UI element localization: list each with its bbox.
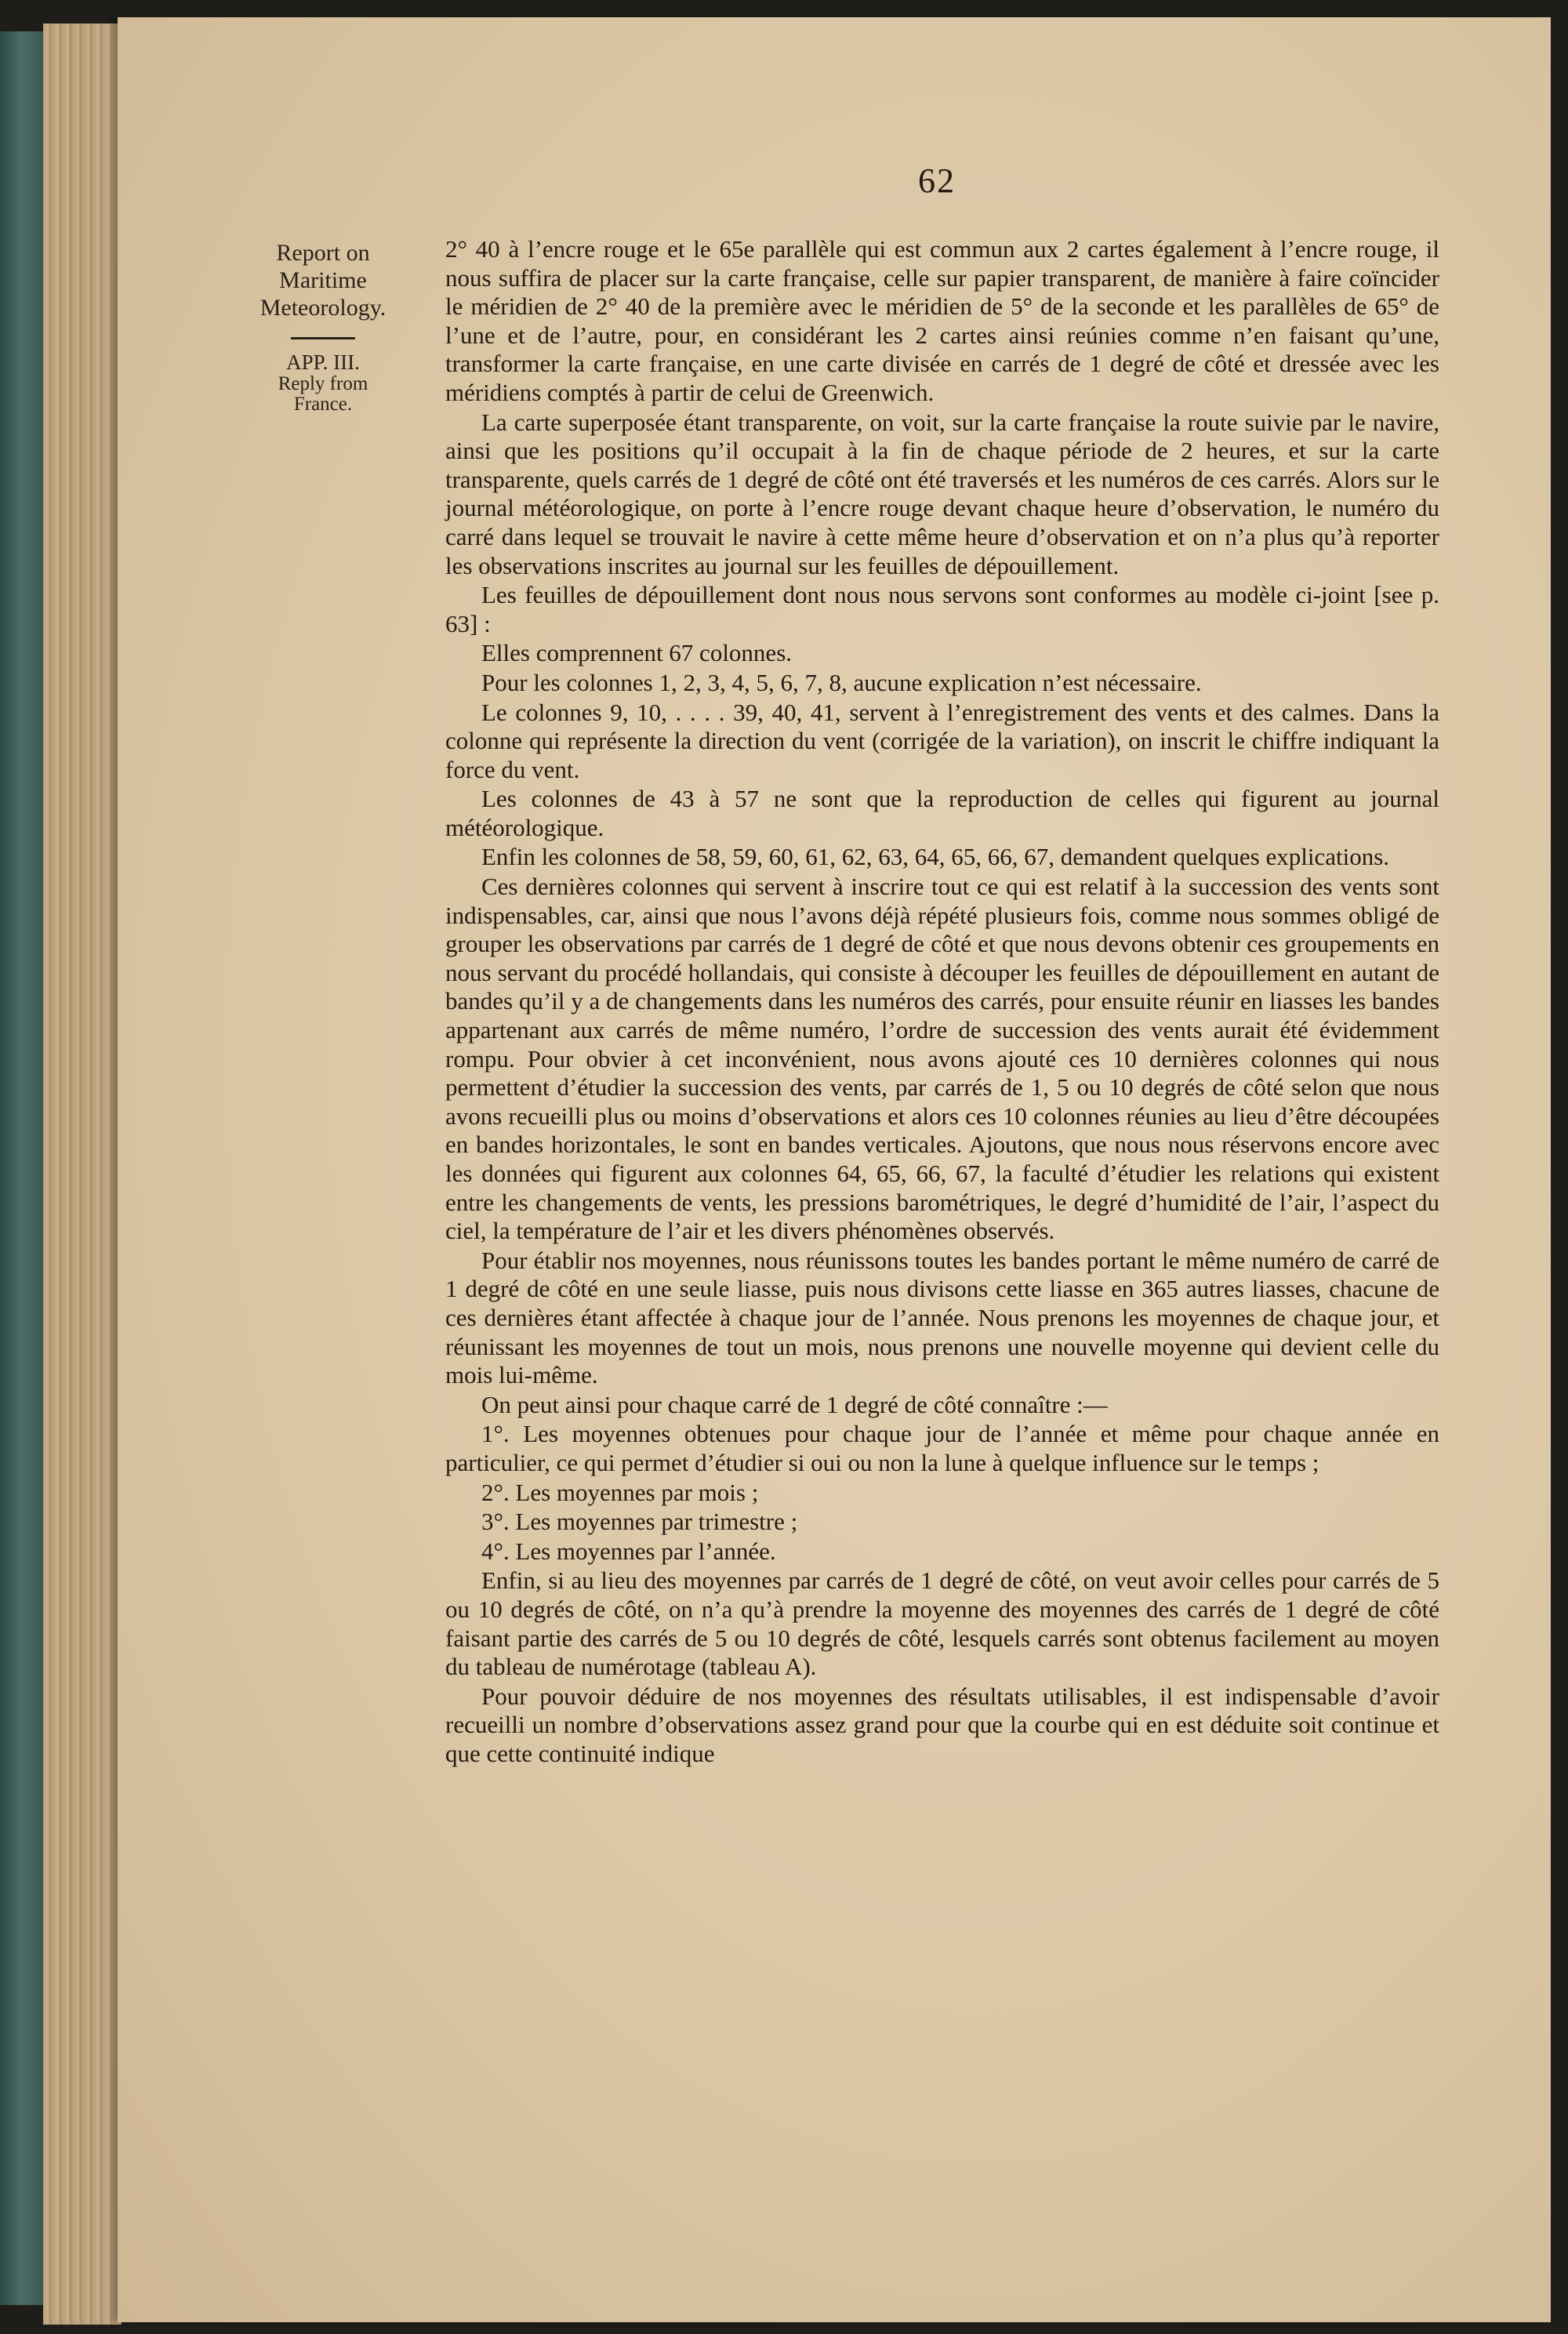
reply-line: France. bbox=[293, 394, 353, 415]
margin-label-line: Meteorology. bbox=[260, 295, 387, 321]
paragraph: Enfin les colonnes de 58, 59, 60, 61, 62, 63, 64, 65, 66, 67, demandent quelques explications. bbox=[481, 843, 1390, 871]
paragraph: Les colonnes de 43 à 57 ne sont que la reproduction de celles qui figurent au journal météorologique. bbox=[445, 785, 1439, 841]
appendix-label: APP. III. bbox=[286, 350, 360, 374]
paragraph: Les feuilles de dépouillement dont nous nous servons sont conformes au modèle ci-joint [see p. 63] : bbox=[445, 581, 1439, 637]
body-text bbox=[445, 235, 1439, 1768]
paragraph: Ces dernières colonnes qui servent à inscrire tout ce qui est relatif à la succession des vents sont indispensables, car, ainsi que nous l’avons déjà répété plusieurs fois, comme nous sommes obligé de grouper les observations par carrés de 1 degré de côté et que nous devons obtenir ces groupements en nous servant du procédé hollandais, qui consiste à découper les feuilles de dépouillement en autant de bandes qu’il y a de changements dans les numéros des carrés, pour ensuite réunir en liasses les bandes appartenant aux carrés de même numéro, l’ordre de succession des vents aurait été évidemment rompu. Pour obvier à cet inconvénient, nous avons ajouté ces 10 dernières colonnes qui nous permettent d’étudier la succession des vents, par carrés de 1, 5 ou 10 degrés de côté selon que nous avons recueilli plus ou moins d’observations et alors ces 10 colonnes réunies au lieu d’être découpées en bandes horizontales, le sont en bandes verticales. Ajoutons, que nous nous réservons encore avec les données qui figurent aux colonnes 64, 65, 66, 67, la faculté d’étudier les relations qui existent entre les changements de vents, les pressions barométriques, le degré d’humidité de l’air, l’aspect du ciel, la température de l’air et les divers phénomènes observés. bbox=[445, 873, 1439, 1245]
list-item: 2°. Les moyennes par mois ; bbox=[481, 1478, 759, 1506]
reply-line: Reply from bbox=[278, 373, 368, 394]
page-number: 62 bbox=[918, 162, 956, 200]
paragraph: 2° 40 à l’encre rouge et le 65e parallèle qui est commun aux 2 cartes également à l’encre rouge, il nous suffira de placer sur la carte française, celle sur papier transparent, de manière à faire coïncider le méridien de 2° 40 de la première avec le méridien de 5° de la seconde et les parallèles de 65° de l’une et de l’autre, pour, en considérant les 2 cartes ainsi reúnies comme n’en faisant qu’une, transformer la carte française, en une carte divisée en carrés de 1 degré de côté et dressée avec les méridiens comptés à partir de celui de Greenwich. bbox=[445, 235, 1439, 406]
margin-label-line: Report on bbox=[276, 240, 370, 266]
book-binding bbox=[0, 31, 43, 2305]
paragraph: On peut ainsi pour chaque carré de 1 degré de côté connaître :— bbox=[481, 1390, 1108, 1418]
paragraph: Pour pouvoir déduire de nos moyennes des résultats utilisables, il est indispensable d’avoir recueilli un nombre d’observations assez grand pour que la courbe qui en est déduite soit continue et que cette continuité indique bbox=[445, 1682, 1439, 1767]
list-item: 3°. Les moyennes par trimestre ; bbox=[481, 1508, 798, 1536]
paragraph: Pour les colonnes 1, 2, 3, 4, 5, 6, 7, 8, aucune explication n’est nécessaire. bbox=[481, 668, 1202, 696]
paragraph: La carte superposée étant transparente, on voit, sur la carte française la route suivie par le navire, ainsi que les positions qu’il occupait à la fin de chaque période de 2 heures, et sur la carte transparente, quels carrés de 1 degré de côté ont été traversés et les numéros de ces carrés. Alors sur le journal météorologique, on porte à l’encre rouge devant chaque heure d’observation, le numéro du carré dans lequel se trouvait le navire à cette même heure d’observation et on n’a plus qu’à reporter les observations inscrites au journal sur les feuilles de dépouillement. bbox=[445, 408, 1439, 579]
margin-note bbox=[245, 239, 401, 415]
page-edges bbox=[43, 24, 122, 2325]
paragraph: Pour établir nos moyennes, nous réunissons toutes les bandes portant le même numéro de carré de 1 degré de côté en une seule liasse, puis nous divisons cette liasse en 365 autres liasses, chacune de ces dernières étant affectée à chaque jour de l’année. Nous prenons les moyennes de chaque jour, et réunissant les moyennes de tout un mois, nous prenons une nouvelle moyenne qui devient celle du mois lui-même. bbox=[445, 1246, 1439, 1389]
paragraph: Enfin, si au lieu des moyennes par carrés de 1 degré de côté, on veut avoir celles pour carrés de 5 ou 10 degrés de côté, on n’a qu’à prendre la moyenne des moyennes des carrés de 1 degré de côté faisant partie des carrés de 5 ou 10 degrés de côté, lesquels carrés sont obtenus facilement au moyen du tableau de numérotage (tableau A). bbox=[445, 1566, 1439, 1681]
list-item: 1°. Les moyennes obtenues pour chaque jour de l’année et même pour chaque année en particulier, ce qui permet d’étudier si oui ou non la lune à quelque influence sur le temps ; bbox=[445, 1420, 1439, 1476]
paragraph: Le colonnes 9, 10, . . . . 39, 40, 41, servent à l’enregistrement des vents et des calmes. Dans la colonne qui représente la direction du vent (corrigée de la variation), on inscrit le chiffre indiquant la force du vent. bbox=[445, 698, 1439, 783]
paragraph: Elles comprennent 67 colonnes. bbox=[481, 639, 793, 667]
list-item: 4°. Les moyennes par l’année. bbox=[481, 1537, 776, 1565]
margin-label-line: Maritime bbox=[279, 267, 367, 293]
margin-divider bbox=[291, 337, 355, 339]
